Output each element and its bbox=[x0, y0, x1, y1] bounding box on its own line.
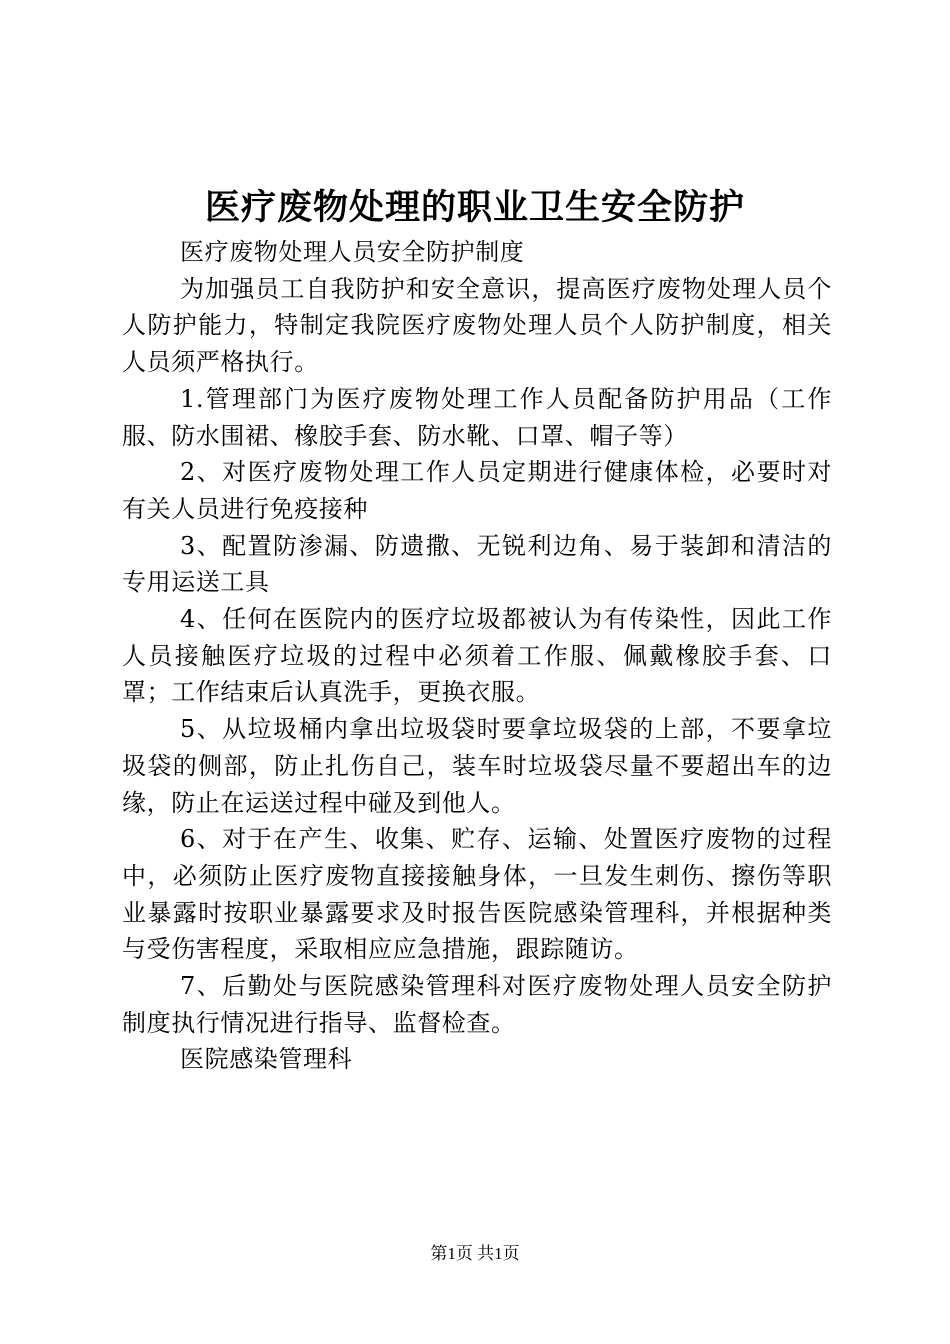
document-title: 医疗废物处理的职业卫生安全防护 bbox=[204, 187, 745, 228]
document-body bbox=[122, 234, 832, 1078]
intro-paragraph: 为加强员工自我防护和安全意识，提高医疗废物处理人员个人防护能力，特制定我院医疗废物处理人员个人防护制度，相关人员须严格执行。 bbox=[122, 274, 832, 377]
rule-item-7: 7、后勤处与医院感染管理科对医疗废物处理人员安全防护制度执行情况进行指导、监督检查。 bbox=[122, 972, 832, 1037]
section-heading: 医疗废物处理人员安全防护制度 bbox=[180, 238, 525, 266]
rule-item-5: 5、从垃圾桶内拿出垃圾袋时要拿垃圾袋的上部，不要拿垃圾袋的侧部，防止扎伤自己，装车时垃圾袋尽量不要超出车的边缘，防止在运送过程中碰及到他人。 bbox=[122, 715, 832, 817]
rule-item-3: 3、配置防渗漏、防遗撒、无锐利边角、易于装卸和清洁的专用运送工具 bbox=[122, 531, 832, 597]
rule-item-2: 2、对医疗废物处理工作人员定期进行健康体检，必要时对有关人员进行免疫接种 bbox=[122, 458, 832, 523]
rule-item-6: 6、对于在产生、收集、贮存、运输、处置医疗废物的过程中，必须防止医疗废物直接接触身体，一旦发生刺伤、擦伤等职业暴露时按职业暴露要求及时报告医院感染管理科，并根据种类与受伤害程度，采取相应应急措施，跟踪随访。 bbox=[122, 825, 832, 964]
rule-item-4: 4、任何在医院内的医疗垃圾都被认为有传染性，因此工作人员接触医疗垃圾的过程中必须着工作服、佩戴橡胶手套、口罩；工作结束后认真洗手，更换衣服。 bbox=[122, 605, 832, 707]
rule-item-1: 1.管理部门为医疗废物处理工作人员配备防护用品（工作服、防水围裙、橡胶手套、防水靴、口罩、帽子等） bbox=[122, 384, 832, 450]
signature-department: 医院感染管理科 bbox=[180, 1045, 353, 1074]
page-footer: 第1页 共1页 bbox=[430, 1244, 520, 1263]
